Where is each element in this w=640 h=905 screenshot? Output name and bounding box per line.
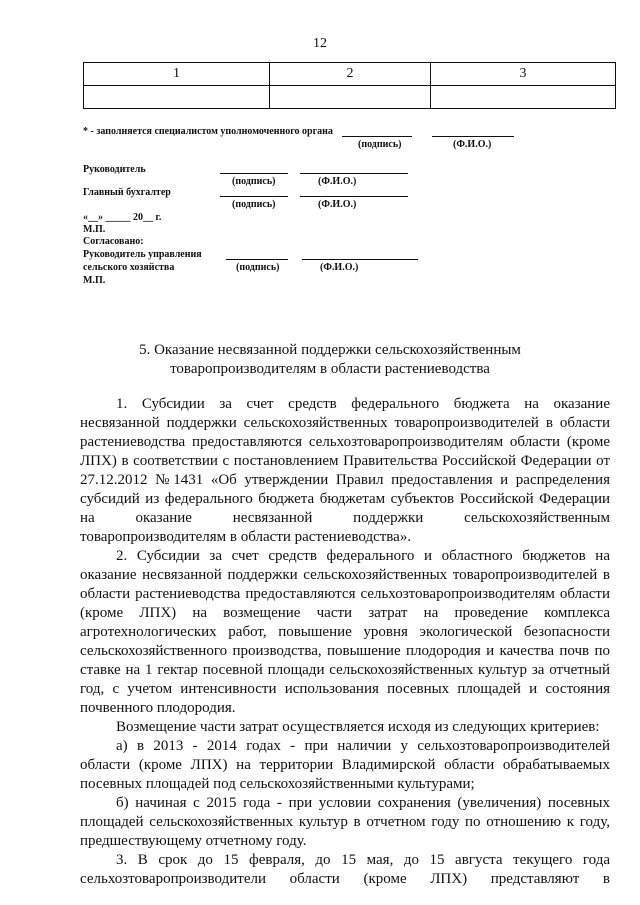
- body-line: на оказание несвязанной поддержки сельскохозяйственным: [80, 510, 610, 526]
- table-header-cell: 2: [270, 63, 431, 86]
- table-cell: [84, 86, 270, 109]
- table-header-cell: 1: [84, 63, 270, 86]
- section-body: [80, 395, 610, 889]
- body-line: агротехнологических работ, повышение уровня экологической безопасности: [80, 624, 610, 640]
- body-line: ЛПХ) в соответствии с постановлением Правительства Российской Федерации от: [80, 453, 610, 469]
- body-line: 27.12.2012 №1431 «Об утверждении Правил предоставления и распределения: [80, 472, 610, 488]
- body-line: товаропроизводителям в области растениеводства».: [80, 529, 412, 545]
- caption-sign: (подпись): [232, 176, 276, 187]
- body-line: области растениеводства предоставляются сельхозтоваропроизводителям области: [80, 586, 610, 602]
- signature-line: [226, 259, 288, 260]
- body-line: а) в 2013 - 2014 годах - при наличии у сельхозтоваропроизводителей: [116, 738, 610, 754]
- body-line: оказание несвязанной поддержки сельскохозяйственных товаропроизводителей в: [80, 567, 610, 583]
- caption-name: (Ф.И.О.): [318, 176, 357, 187]
- page-number: 12: [313, 36, 327, 51]
- caption-sign: (подпись): [232, 199, 276, 210]
- signature-line: [220, 196, 288, 197]
- stamp-mark: М.П.: [83, 275, 106, 286]
- body-line: 3. В срок до 15 февраля, до 15 мая, до 15 августа текущего года: [116, 852, 610, 868]
- table-cell: [431, 86, 616, 109]
- caption-name: (Ф.И.О.): [320, 262, 359, 273]
- date-line: «__» _____ 20__ г.: [83, 212, 162, 223]
- caption-sign: (подпись): [236, 262, 280, 273]
- form-table: [83, 62, 616, 109]
- body-line: 2. Субсидии за счет средств федерального и областного бюджетов на: [116, 548, 610, 564]
- signature-line: [220, 173, 288, 174]
- body-line: Возмещение части затрат осуществляется исходя из следующих критериев:: [116, 719, 600, 735]
- head-label: Руководитель: [83, 164, 146, 175]
- stamp-mark: М.П.: [83, 224, 106, 235]
- dept-head-label-1: Руководитель управления: [83, 249, 202, 260]
- dept-head-label-2: сельского хозяйства: [83, 262, 175, 273]
- signature-line: [342, 136, 412, 137]
- body-line: посевных площадей под сельскохозяйственными культурами;: [80, 776, 475, 792]
- body-line: субсидий из федерального бюджета бюджетам субъектов Российской Федерации: [80, 491, 610, 507]
- body-line: растениеводства предоставляются сельхозтоваропроизводителям области (кроме: [80, 434, 610, 450]
- body-line: площадей сельскохозяйственных культур в отчетном году по отношению к году,: [80, 814, 610, 830]
- body-line: год, с учетом интенсивности использования посевных площадей и состояния: [80, 681, 610, 697]
- footnote-text: * - заполняется специалистом уполномоченного органа: [83, 126, 333, 137]
- section-title-line-2: товаропроизводителям в области растениеводства: [170, 361, 490, 377]
- name-line: [300, 173, 408, 174]
- body-line: предшествующему отчетному году.: [80, 833, 307, 849]
- body-line: сельхозтоваропроизводители области (кроме ЛПХ) представляют в: [80, 871, 610, 887]
- body-line: б) начиная с 2015 года - при условии сохранения (увеличения) посевных: [116, 795, 610, 811]
- table-row: [84, 86, 616, 109]
- caption-name: (Ф.И.О.): [318, 199, 357, 210]
- body-line: ставке на 1 гектар посевной площади сельскохозяйственных культур за отчетный: [80, 662, 610, 678]
- name-line: [432, 136, 514, 137]
- table-header-row: [84, 63, 616, 86]
- table-cell: [270, 86, 431, 109]
- body-line: 1. Субсидии за счет средств федерального бюджета на оказание: [116, 396, 610, 412]
- name-line: [300, 196, 408, 197]
- body-line: области (кроме ЛПХ) на территории Владимирской области обрабатываемых: [80, 757, 610, 773]
- body-line: несвязанной поддержки сельскохозяйственных товаропроизводителей в области: [80, 415, 610, 431]
- caption-name: (Ф.И.О.): [453, 139, 492, 150]
- agreed-label: Согласовано:: [83, 236, 144, 247]
- table-header-cell: 3: [431, 63, 616, 86]
- body-line: сельскохозяйственного производства, повышение плодородия и качества почв по: [80, 643, 610, 659]
- caption-sign: (подпись): [358, 139, 402, 150]
- section-title-line-1: 5. Оказание несвязанной поддержки сельскохозяйственным: [139, 342, 521, 358]
- name-line: [302, 259, 418, 260]
- accountant-label: Главный бухгалтер: [83, 187, 171, 198]
- body-line: (кроме ЛПХ) на возмещение части затрат на проведение комплекса: [80, 605, 610, 621]
- body-line: почвенного плодородия.: [80, 700, 236, 716]
